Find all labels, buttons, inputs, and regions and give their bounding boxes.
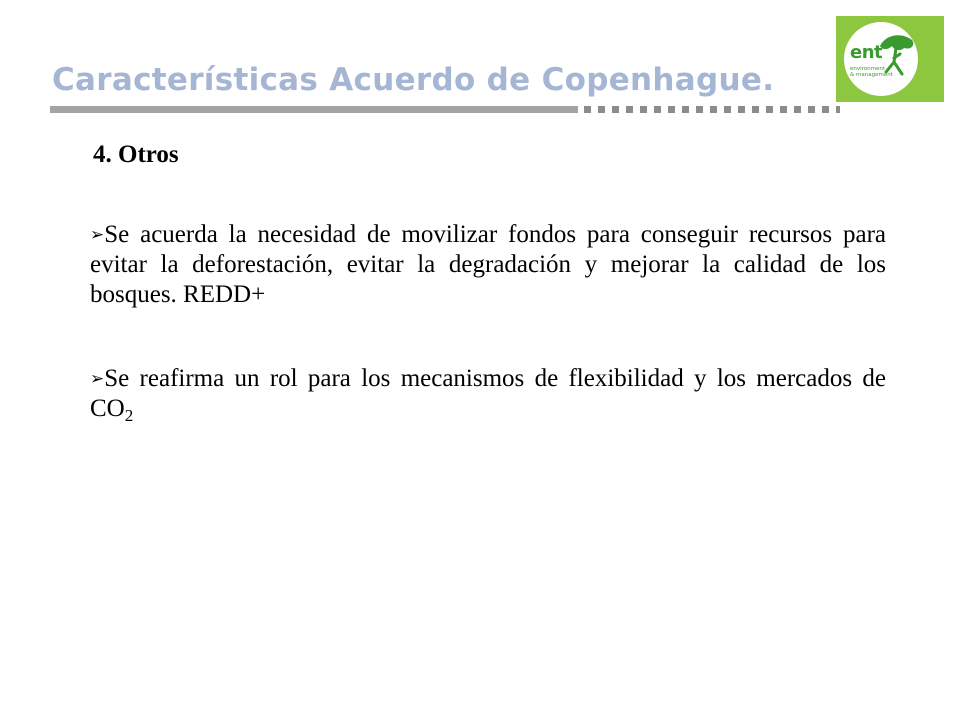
bullet-text: Se acuerda la necesidad de movilizar fondos para conseguir recursos para evitar la deforestación, evitar la degradación y mejorar la calidad de los bosques. REDD+ <box>90 221 886 308</box>
title-dotted-underline <box>584 106 840 113</box>
subscript: 2 <box>124 406 134 425</box>
bullet-item <box>90 220 886 310</box>
logo-wordmark: ent <box>850 42 883 63</box>
logo-subtitle-line1: environment <box>850 66 886 72</box>
title-underline <box>50 106 578 113</box>
bullet-text: Se reafirma un rol para los mecanismos de flexibilidad y los mercados de CO <box>90 365 886 422</box>
slide-title: Características Acuerdo de Copenhague. <box>52 62 775 98</box>
ent-logo <box>836 16 944 102</box>
bullet-item <box>90 364 886 424</box>
arrow-bullet-icon: ➢ <box>90 225 105 245</box>
arrow-bullet-icon: ➢ <box>90 369 105 389</box>
logo-subtitle-line2: & management <box>850 72 893 78</box>
section-heading: 4. Otros <box>93 141 179 168</box>
slide-body <box>90 140 886 424</box>
logo-subtitle <box>850 66 900 78</box>
